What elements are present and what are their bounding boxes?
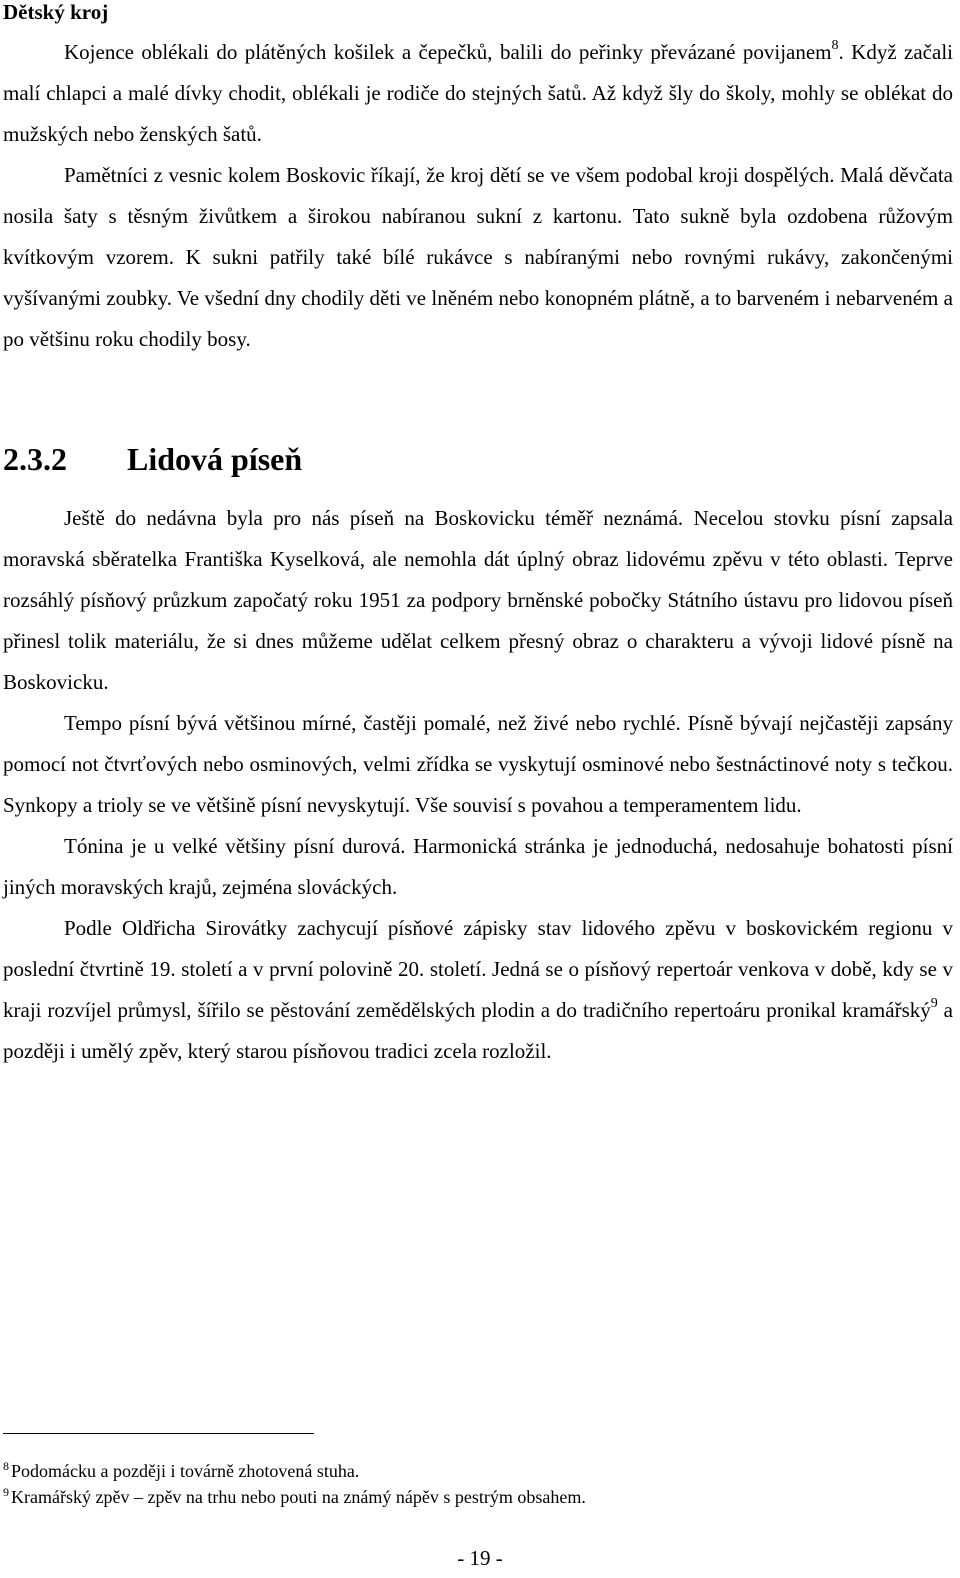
main-body <box>3 498 953 1072</box>
paragraph-text: . Když začali malí chlapci a malé dívky chodit, oblékali je rodiče do stejných šatů. Až když šly do školy, mohly se oblékat do mužských nebo ženských šatů. <box>3 40 953 146</box>
footnote-item <box>3 1484 943 1510</box>
paragraph <box>3 908 953 1072</box>
paragraph-text: Kojence oblékali do plátěných košilek a čepečků, balili do peřinky převázané povijanem <box>64 40 832 64</box>
footnote-separator <box>3 1433 314 1434</box>
paragraph: Tempo písní bývá většinou mírné, častěji pomalé, než živé nebo rychlé. Písně bývají nejčastěji zapsány pomocí not čtvrťových nebo osminových, velmi zřídka se vyskytují osminové nebo šestnáctinové noty s tečkou. Synkopy a trioly se ve většině písní nevyskytují. Vše souvisí s povahou a temperamentem lidu. <box>3 711 953 817</box>
page-number: - 19 - <box>457 1546 503 1570</box>
footnote-item <box>3 1458 943 1484</box>
footnote-text: Podomácku a později i továrně zhotovená stuha. <box>11 1461 360 1481</box>
footnote-reference[interactable]: 9 <box>930 996 938 1011</box>
heading-title: Lidová píseň <box>127 441 303 477</box>
section-title: Dětský kroj <box>3 0 109 24</box>
paragraph: Ještě do nedávna byla pro nás píseň na Boskovicku téměř neznámá. Necelou stovku písní zapsala moravská sběratelka Františka Kyselková, ale nemohla dát úplný obraz lidovému zpěvu v této oblasti. Teprve rozsáhlý písňový průzkum započatý roku 1951 za podpory brněnské pobočky Státního ústavu pro lidovou píseň přinesl tolik materiálu, že si dnes můžeme udělat celkem přesný obraz o charakteru a vývoji lidové písně na Boskovicku. <box>3 506 953 694</box>
paragraph-text: Podle Oldřicha Sirovátky zachycují písňové zápisky stav lidového zpěvu v boskovickém regionu v poslední čtvrtině 19. století a v první polovině 20. století. Jedná se o písňový repertoár venkova v době, kdy se v kraji rozvíjel průmysl, šířilo se pěstování zemědělských plodin a do tradičního repertoáru pronikal kramářský <box>3 916 953 1022</box>
paragraph-text: a později i umělý zpěv, který starou písňovou tradici zcela rozložil. <box>3 998 953 1063</box>
footnote-reference[interactable]: 8 <box>831 38 839 53</box>
footnote-text: Kramářský zpěv – zpěv na trhu nebo pouti na známý nápěv s pestrým obsahem. <box>11 1487 586 1507</box>
footnotes <box>3 1458 943 1510</box>
paragraph <box>3 32 953 155</box>
footnote-number: 8 <box>3 1459 9 1473</box>
paragraph: Tónina je u velké většiny písní durová. Harmonická stránka je jednoduchá, nedosahuje bohatosti písní jiných moravských krajů, zejména slováckých. <box>3 834 953 899</box>
footnote-number: 9 <box>3 1485 9 1499</box>
section-body <box>3 32 953 360</box>
heading-number: 2.3.2 <box>3 441 67 477</box>
paragraph: Pamětníci z vesnic kolem Boskovic říkají, že kroj dětí se ve všem podobal kroji dospělých. Malá děvčata nosila šaty s těsným živůtkem a širokou nabíranou sukní z kartonu. Tato sukně byla ozdobena růžovým kvítkovým vzorem. K sukni patřily také bílé rukávce s nabíranými nebo rovnými rukávy, zakončenými vyšívanými zoubky. Ve všední dny chodily děti ve lněném nebo konopném plátně, a to barveném i nebarveném a po většinu roku chodily bosy. <box>3 163 953 351</box>
section-heading <box>3 434 302 484</box>
